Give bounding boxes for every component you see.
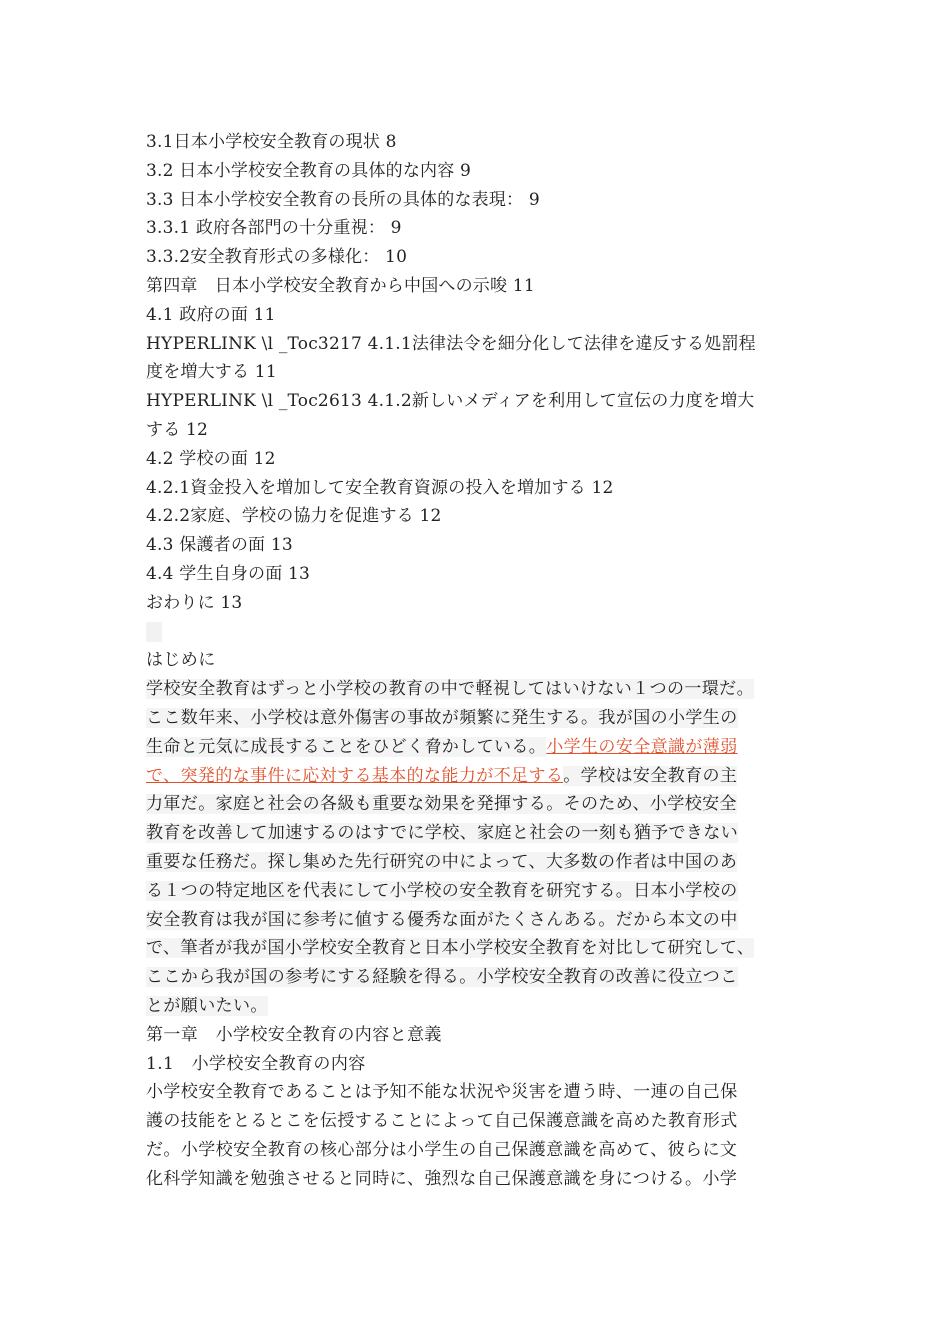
paragraph-line: 。学校は安全教育の主 — [563, 765, 738, 786]
paragraph-line: ここ数年来、小学校は意外傷害の事故が頻繁に発生する。我が国の小学生の — [146, 707, 738, 728]
toc-entry[interactable]: おわりに 13 — [146, 592, 243, 613]
paragraph-line: 学校安全教育はずっと小学校の教育の中で軽視してはいけない１つの一環だ。 — [146, 679, 754, 700]
chapter-heading: 第一章 小学校安全教育の内容と意義 — [146, 1024, 442, 1045]
toc-entry[interactable]: 3.2 日本小学校安全教育の具体的な内容 9 — [146, 160, 472, 181]
paragraph-line: 化科学知識を勉強させると同時に、強烈な自己保護意識を身につける。小学 — [146, 1168, 738, 1189]
toc-entry[interactable]: HYPERLINK \l _Toc2613 4.1.2新しいメディアを利用して宣伝の力度を増大 — [146, 391, 755, 412]
toc-entry[interactable]: 4.2.1資金投入を増加して安全教育資源の投入を増加する 12 — [146, 477, 614, 498]
toc-entry[interactable]: 3.3.1 政府各部門の十分重視： 9 — [146, 218, 402, 239]
toc-entry[interactable]: 度を増大する 11 — [146, 362, 277, 383]
table-of-contents — [146, 128, 816, 618]
toc-entry[interactable]: 4.4 学生自身の面 13 — [146, 563, 311, 584]
paragraph-line: る１つの特定地区を代表にして小学校の安全教育を研究する。日本小学校の — [146, 880, 738, 901]
toc-entry[interactable]: する 12 — [146, 419, 209, 440]
toc-entry[interactable]: 4.2.2家庭、学校の協力を促進する 12 — [146, 506, 442, 527]
toc-entry[interactable]: 4.3 保護者の面 13 — [146, 535, 293, 556]
section-heading: 1.1 小学校安全教育の内容 — [146, 1053, 366, 1074]
paragraph-line: だ。小学校安全教育の核心部分は小学生の自己保護意識を高めて、彼らに文 — [146, 1139, 738, 1160]
paragraph-line: で、筆者が我が国小学校安全教育と日本小学校安全教育を対比して研究して、 — [146, 938, 755, 959]
toc-entry[interactable]: HYPERLINK \l _Toc3217 4.1.1法律法令を細分化して法律を違反する処罰程 — [146, 333, 756, 354]
paragraph-line: ここから我が国の参考にする経験を得る。小学校安全教育の改善に役立つこ — [146, 967, 738, 988]
toc-entry[interactable]: 3.1日本小学校安全教育の現状 8 — [146, 132, 397, 152]
section-heading: はじめに — [146, 650, 216, 671]
paragraph-line: 安全教育は我が国に参考に値する優秀な面がたくさんある。だから本文の中 — [146, 909, 738, 930]
paragraph-line: 教育を改善して加速するのはすでに学校、家庭と社会の一刻も猶予できない — [146, 823, 739, 844]
empty-paragraph-marker — [146, 618, 816, 647]
blank-box — [146, 622, 162, 642]
paragraph-line: とが願いたい。 — [146, 995, 268, 1016]
toc-entry[interactable]: 4.2 学校の面 12 — [146, 448, 276, 469]
introduction-section — [146, 646, 816, 1020]
paragraph-line: 護の技能をとるとこを伝授することによって自己保護意識を高めた教育形式 — [146, 1111, 738, 1132]
paragraph-line: 小学校安全教育であることは予知不能な状況や災害を遭う時、一連の自己保 — [146, 1082, 738, 1103]
highlighted-text[interactable]: 小学生の安全意識が薄弱 — [546, 736, 738, 757]
chapter-one — [146, 1021, 816, 1194]
toc-entry[interactable]: 3.3.2安全教育形式の多様化： 10 — [146, 247, 408, 268]
document-page — [146, 128, 816, 1193]
highlighted-text[interactable]: で、突発的な事件に応対する基本的な能力が不足する — [146, 765, 564, 786]
toc-entry[interactable]: 4.1 政府の面 11 — [146, 304, 276, 325]
paragraph-line: 重要な任務だ。探し集めた先行研究の中によって、大多数の作者は中国のあ — [146, 851, 738, 872]
paragraph-line: 生命と元気に成長することをひどく脅かしている。 — [146, 736, 547, 757]
toc-entry[interactable]: 第四章 日本小学校安全教育から中国への示唆 11 — [146, 275, 535, 296]
toc-entry[interactable]: 3.3 日本小学校安全教育の長所の具体的な表現： 9 — [146, 189, 540, 210]
paragraph-line: 力軍だ。家庭と社会の各級も重要な効果を発揮する。そのため、小学校安全 — [146, 794, 737, 815]
